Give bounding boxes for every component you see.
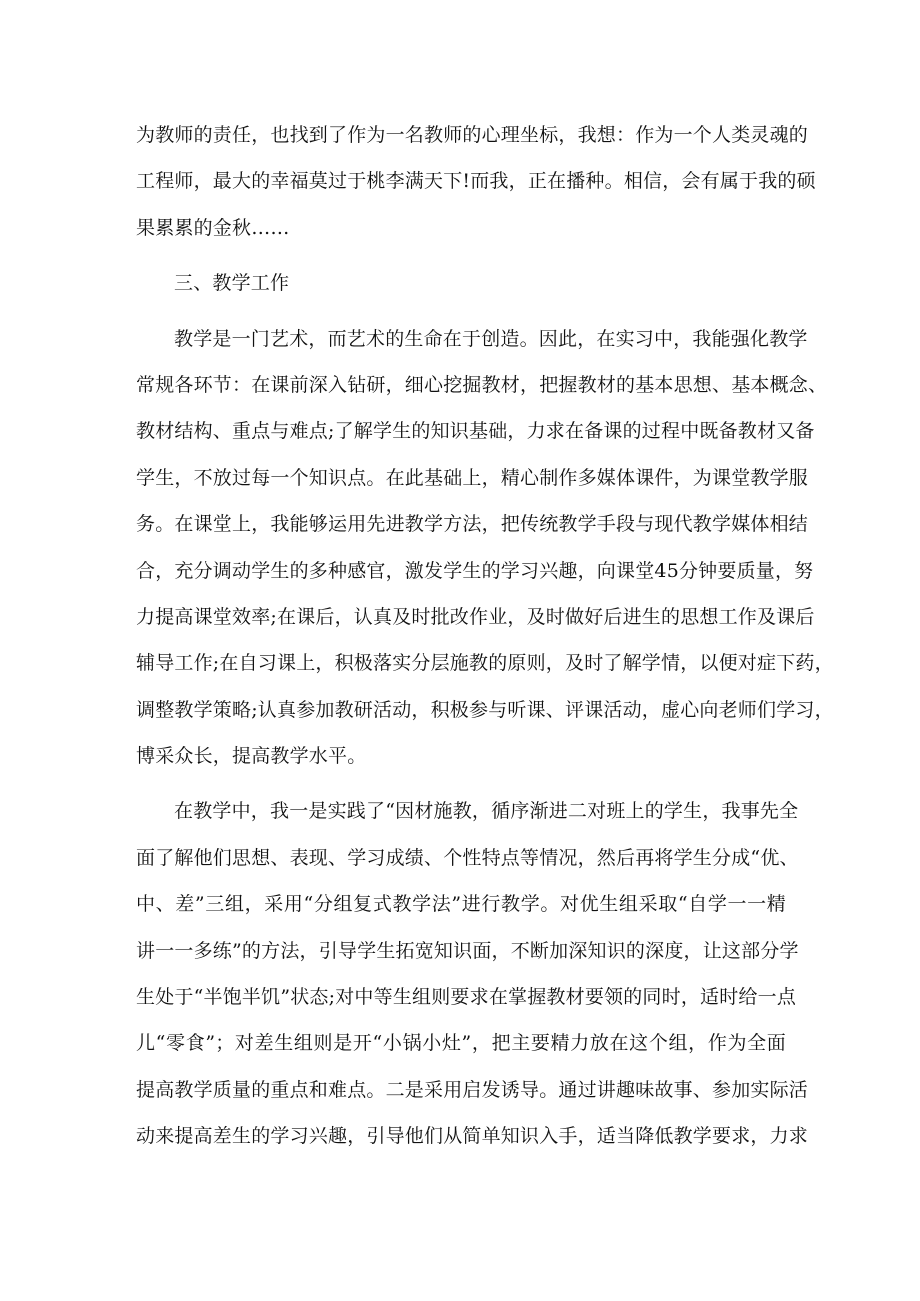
text-line: 提高教学质量的重点和难点。二是采用启发诱导。通过讲趣味故事、参加实际活 (136, 1078, 809, 1101)
text-line: 学生，不放过每一个知识点。在此基础上，精心制作多媒体课件，为课堂教学服 (136, 466, 809, 489)
text-line: 常规各环节：在课前深入钻研，细心挖掘教材，把握教材的基本思想、基本概念、 (136, 373, 828, 396)
text-line: 务。在课堂上，我能够运用先进教学方法，把传统教学手段与现代教学媒体相结 (136, 513, 809, 536)
text-line: 生处于“半饱半饥”状态;对中等生组则要求在掌握教材要领的同时，适时给一点 (136, 986, 797, 1009)
paragraph-3 (136, 788, 809, 1159)
text-line: 工程师，最大的幸福莫过于桃李满天下!而我，正在播种。相信，会有属于我的硕 (136, 170, 816, 193)
text-line: 力提高课堂效率;在课后，认真及时批改作业，及时做好后进生的思想工作及课后 (136, 605, 815, 628)
paragraph-1 (136, 112, 816, 251)
text-line: 为教师的责任，也找到了作为一名教师的心理坐标，我想：作为一个人类灵魂的 (136, 124, 809, 146)
text-line: 中、差”三组，采用“分组复式教学法”进行教学。对优生组采取“自学一一精 (136, 893, 786, 916)
text-line: 动来提高差生的学习兴趣，引导他们从简单知识入手，适当降低教学要求，力求 (136, 1125, 809, 1148)
text-line: 辅导工作;在自习课上，积极落实分层施教的原则，及时了解学情，以便对症下药， (136, 652, 834, 675)
text-line: 讲一一多练”的方法，引导学生拓宽知识面，不断加深知识的深度，让这部分学 (136, 939, 799, 962)
text-line: 博采众长，提高教学水平。 (136, 745, 367, 768)
text-line: 儿“零食”；对差生组则是开“小锅小灶”，把主要精力放在这个组，作为全面 (136, 1032, 786, 1055)
text-line: 教学是一门艺术，而艺术的生命在于创造。因此，在实习中，我能强化教学 (174, 327, 808, 350)
text-line: 合，充分调动学生的多种感官，激发学生的学习兴趣，向课堂45分钟要质量，努 (136, 559, 814, 582)
section-heading (136, 260, 786, 306)
text-line: 调整教学策略;认真参加教研活动，积极参与听课、评课活动，虚心向老师们学习， (136, 698, 834, 721)
text-line: 在教学中，我一是实践了“因材施教，循序渐进二对班上的学生，我事先全 (174, 800, 799, 823)
section-heading-text: 三、教学工作 (174, 272, 290, 295)
text-line: 面了解他们思想、表现、学习成绩、个性特点等情况，然后再将学生分成“优、 (136, 846, 799, 869)
text-line: 果累累的金秋…… (136, 216, 290, 239)
text-line: 教材结构、重点与难点;了解学生的知识基础，力求在备课的过程中既备教材又备 (136, 420, 815, 443)
document-page (136, 112, 834, 1160)
paragraph-2 (136, 316, 834, 780)
